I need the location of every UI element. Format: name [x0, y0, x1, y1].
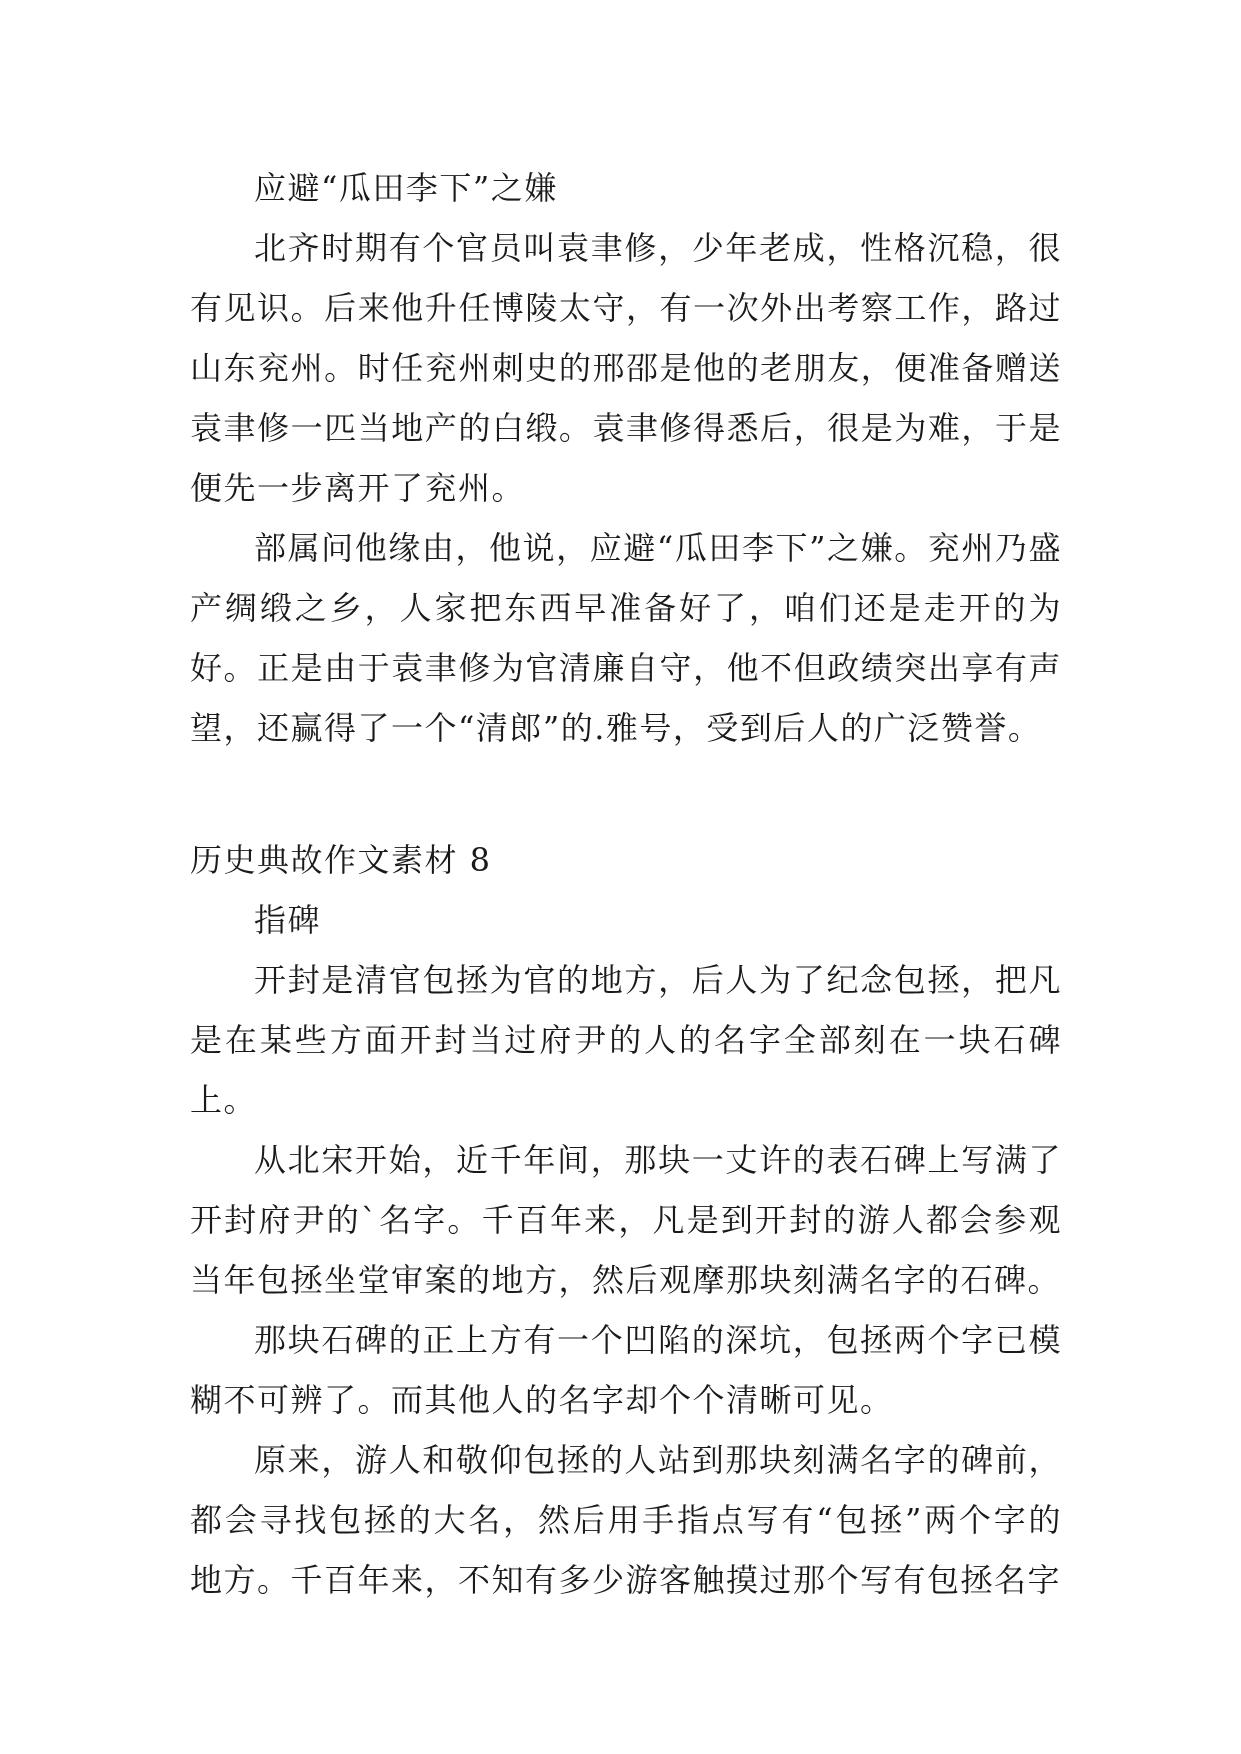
story-title: 应避“瓜田李下”之嫌 — [254, 169, 558, 207]
text-column — [190, 158, 1062, 1610]
story-paragraph: 部属问他缘由，他说，应避“瓜田李下”之嫌。兖州乃盛产绸缎之乡，人家把东西早准备好了，咱们还是走开的为好。正是由于袁聿修为官清廉自守，他不但政绩突出享有声望，还赢得了一个“清郎”的.雅号，受到后人的广泛赞誉。 — [190, 529, 1062, 747]
story-paragraph: 北齐时期有个官员叫袁聿修，少年老成，性格沉稳，很有见识。后来他升任博陵太守，有一次外出考察工作，路过山东兖州。时任兖州刺史的邢邵是他的老朋友，便准备赠送袁聿修一匹当地产的白缎。袁聿修得悉后，很是为难，于是便先一步离开了兖州。 — [190, 229, 1062, 507]
section-heading: 历史典故作文素材 8 — [190, 841, 492, 879]
story-paragraph: 原来，游人和敬仰包拯的人站到那块刻满名字的碑前，都会寻找包拯的大名，然后用手指点写有“包拯”两个字的地方。千百年来，不知有多少游客触摸过那个写有包拯名字 — [190, 1441, 1062, 1599]
story-paragraph: 从北宋开始，近千年间，那块一丈许的表石碑上写满了开封府尹的`名字。千百年来，凡是到开封的游人都会参观当年包拯坐堂审案的地方，然后观摩那块刻满名字的石碑。 — [190, 1141, 1062, 1299]
story-title: 指碑 — [254, 901, 322, 939]
story-paragraph: 那块石碑的正上方有一个凹陷的深坑，包拯两个字已模糊不可辨了。而其他人的名字却个个清晰可见。 — [190, 1321, 1062, 1419]
story-paragraph: 开封是清官包拯为官的地方，后人为了纪念包拯，把凡是在某些方面开封当过府尹的人的名字全部刻在一块石碑上。 — [190, 961, 1062, 1119]
